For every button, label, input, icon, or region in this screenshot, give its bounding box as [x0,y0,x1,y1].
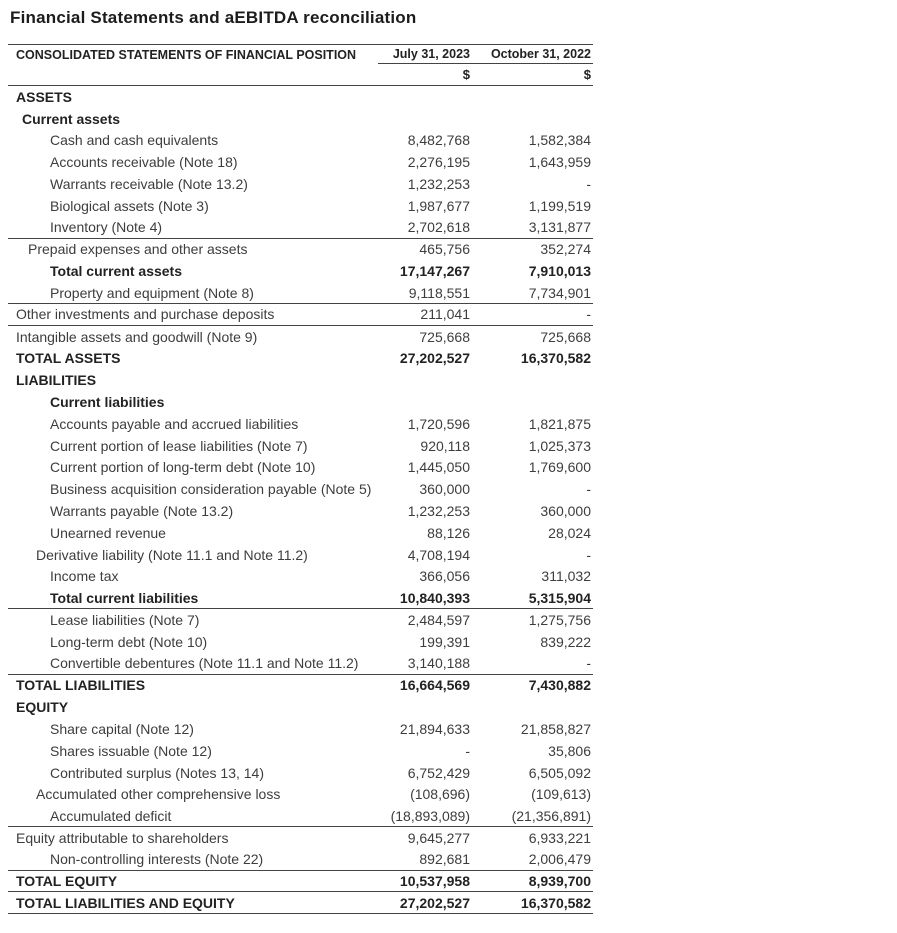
row-value-october-2022: 16,370,582 [520,894,591,911]
statement-row [8,195,593,217]
row-value-october-2022: 1,582,384 [528,132,591,149]
row-label: Current assets [22,110,121,127]
row-label: Accumulated deficit [50,807,172,824]
row-value-july-2023: 10,537,958 [399,873,470,890]
statement-row [8,500,593,522]
row-value-october-2022: 1,769,600 [528,459,591,476]
statement-row [8,457,593,479]
row-value-july-2023: 366,056 [419,568,470,585]
statement-row [8,609,593,631]
statement-row [8,587,593,609]
statement-row [8,762,593,784]
statement-title: CONSOLIDATED STATEMENTS OF FINANCIAL POSITION [16,48,357,62]
row-label: Share capital (Note 12) [50,721,194,737]
statement-row [8,478,593,500]
currency-symbol-col1: $ [462,67,470,82]
statement-row [8,566,593,588]
period-column-headers [378,45,593,64]
row-label: Lease liabilities (Note 7) [50,612,200,629]
row-value-october-2022: 311,032 [541,568,591,585]
row-value-october-2022: 28,024 [548,524,591,541]
row-label: Prepaid expenses and other assets [28,241,248,258]
row-label: Current portion of lease liabilities (Note 7) [50,437,308,454]
row-value-july-2023: 920,118 [420,437,470,454]
row-label: Cash and cash equivalents [50,132,219,149]
statement-row [8,653,593,675]
row-value-october-2022: 7,910,013 [528,263,591,280]
currency-symbol-col2: $ [583,67,591,82]
currency-symbol-row [8,64,593,86]
row-label: Non-controlling interests (Note 22) [50,851,264,868]
row-value-july-2023: 211,041 [420,306,470,323]
statement-row [8,239,593,261]
row-label: EQUITY [16,699,69,716]
row-value-july-2023: - [465,742,470,759]
statement-row [8,522,593,544]
row-value-october-2022: 1,025,373 [528,437,591,454]
statement-row [8,892,593,914]
row-label: TOTAL EQUITY [16,873,118,890]
row-label: Total current liabilities [50,589,199,606]
row-label: Property and equipment (Note 8) [50,284,254,301]
row-value-october-2022: 2,006,479 [528,851,591,868]
statement-row [8,544,593,566]
statement-row [8,413,593,435]
row-value-october-2022: 35,806 [548,742,591,759]
row-label: TOTAL LIABILITIES [16,677,146,694]
row-label: TOTAL ASSETS [16,350,121,367]
statement-row [8,391,593,413]
statement-row [8,675,593,697]
row-value-october-2022: (21,356,891) [511,807,591,824]
row-value-october-2022: - [586,176,591,193]
row-label: Warrants receivable (Note 13.2) [50,176,248,193]
statement-row [8,805,593,827]
row-value-july-2023: 8,482,768 [407,132,470,149]
row-value-october-2022: 1,275,756 [528,612,591,629]
row-value-july-2023: 1,232,253 [407,176,470,193]
column-header-july-31-2023: July 31, 2023 [392,47,470,61]
row-value-october-2022: 5,315,904 [528,589,591,606]
row-value-july-2023: 360,000 [419,481,470,498]
row-value-october-2022: - [586,546,591,563]
row-label: ASSETS [16,88,73,105]
row-label: Inventory (Note 4) [50,219,163,236]
row-label: Other investments and purchase deposits [16,306,275,323]
row-label: Current portion of long-term debt (Note 10) [50,459,316,476]
statement-row [8,217,593,239]
row-value-july-2023: 21,894,633 [399,721,470,737]
row-value-october-2022: 3,131,877 [528,219,591,236]
statement-row [8,173,593,195]
row-value-july-2023: 465,756 [419,241,470,258]
row-value-july-2023: 88,126 [427,524,470,541]
row-label: Biological assets (Note 3) [50,197,209,214]
statement-header-row [8,44,593,64]
statement-row [8,86,593,108]
statement-body [8,86,593,914]
row-value-october-2022: - [586,481,591,498]
statement-row [8,827,593,849]
statement-row [8,326,593,348]
row-value-october-2022: 1,821,875 [528,415,591,432]
row-value-october-2022: 352,274 [540,241,591,258]
row-label: Unearned revenue [50,524,166,541]
row-label: Intangible assets and goodwill (Note 9) [16,328,258,345]
statement-row [8,130,593,152]
row-value-october-2022: - [586,306,591,323]
row-value-july-2023: 4,708,194 [407,546,470,563]
row-value-july-2023: 1,445,050 [407,459,470,476]
row-value-july-2023: 892,681 [419,851,470,868]
row-label: Shares issuable (Note 12) [50,742,212,759]
row-value-october-2022: 21,858,827 [520,721,591,737]
row-value-july-2023: 17,147,267 [399,263,470,280]
row-value-october-2022: 1,199,519 [528,197,591,214]
financial-position-statement [8,44,593,914]
row-value-july-2023: 3,140,188 [407,655,470,672]
row-value-july-2023: 9,645,277 [407,829,470,846]
page-title: Financial Statements and aEBITDA reconciliation [10,8,417,27]
statement-row [8,282,593,304]
row-label: Warrants payable (Note 13.2) [50,503,234,520]
row-value-october-2022: 725,668 [540,328,591,345]
statement-row [8,304,593,326]
row-value-july-2023: 2,484,597 [407,612,470,629]
row-label: Equity attributable to shareholders [16,829,229,846]
row-value-october-2022: 1,643,959 [528,154,591,171]
row-value-july-2023: 27,202,527 [399,350,470,367]
row-value-july-2023: (18,893,089) [390,807,470,824]
row-value-october-2022: 8,939,700 [528,873,591,890]
row-value-october-2022: - [586,655,591,672]
row-value-october-2022: 360,000 [540,503,591,520]
row-value-october-2022: 6,505,092 [528,764,591,781]
row-value-july-2023: 2,276,195 [407,154,470,171]
row-value-october-2022: 7,734,901 [528,284,591,301]
statement-row [8,260,593,282]
row-value-july-2023: 6,752,429 [407,764,470,781]
row-value-october-2022: 16,370,582 [520,350,591,367]
statement-row [8,871,593,893]
row-value-october-2022: 7,430,882 [528,677,591,694]
row-value-july-2023: 1,987,677 [407,197,470,214]
row-label: Derivative liability (Note 11.1 and Note 11.2) [36,546,308,563]
row-value-october-2022: 839,222 [540,633,591,650]
statement-row [8,849,593,871]
row-value-july-2023: 9,118,551 [408,284,470,301]
statement-row [8,369,593,391]
row-label: Income tax [50,568,119,585]
row-label: LIABILITIES [16,372,97,389]
row-label: Convertible debentures (Note 11.1 and Note 11.2) [50,655,359,672]
row-value-october-2022: 6,933,221 [528,829,591,846]
statement-row [8,348,593,370]
statement-row [8,718,593,740]
row-value-july-2023: 16,664,569 [399,677,470,694]
statement-row [8,108,593,130]
row-label: Accounts payable and accrued liabilities [50,415,299,432]
row-value-july-2023: 199,391 [419,633,470,650]
row-label: Long-term debt (Note 10) [50,633,208,650]
statement-row [8,740,593,762]
statement-row [8,151,593,173]
row-value-july-2023: 725,668 [419,328,470,345]
row-label: Business acquisition consideration payable (Note 5) [50,481,372,498]
row-label: TOTAL LIABILITIES AND EQUITY [16,894,235,911]
statement-row [8,784,593,806]
row-label: Accumulated other comprehensive loss [36,786,281,803]
page [0,8,897,914]
row-value-july-2023: 1,720,596 [407,415,470,432]
row-value-july-2023: (108,696) [410,786,470,803]
row-label: Contributed surplus (Notes 13, 14) [50,764,264,781]
row-value-july-2023: 27,202,527 [399,894,470,911]
row-value-july-2023: 10,840,393 [399,589,470,606]
statement-row [8,435,593,457]
column-header-october-31-2022: October 31, 2022 [490,47,591,61]
row-value-july-2023: 2,702,618 [407,219,470,236]
row-value-july-2023: 1,232,253 [407,503,470,520]
statement-row [8,631,593,653]
row-value-october-2022: (109,613) [531,786,591,803]
row-label: Accounts receivable (Note 18) [50,154,238,171]
statement-row [8,696,593,718]
row-label: Total current assets [50,263,183,280]
row-label: Current liabilities [50,394,165,411]
